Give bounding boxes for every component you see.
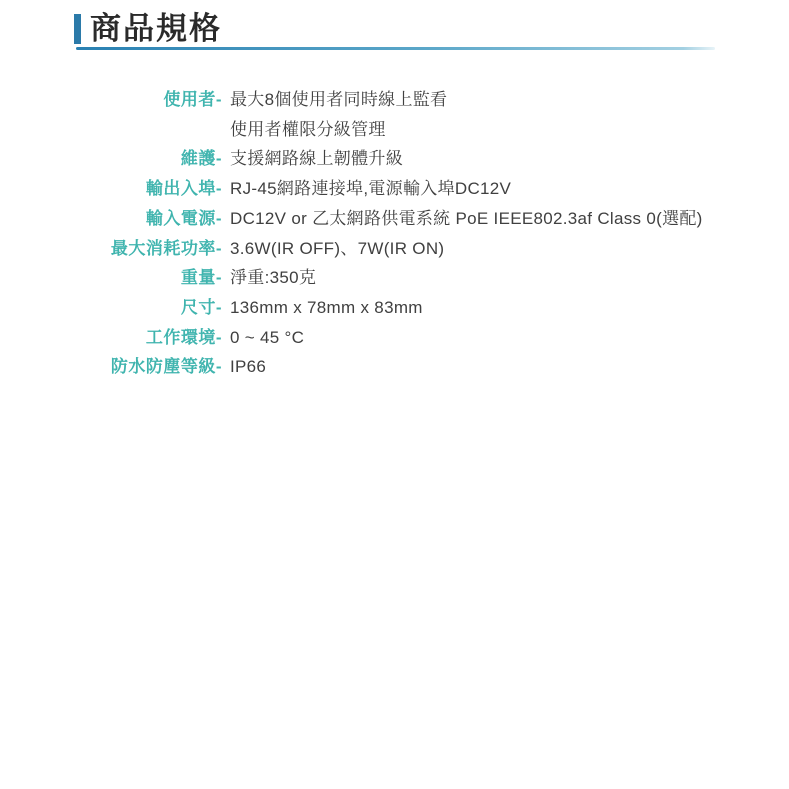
spec-label: 使用者- bbox=[163, 90, 222, 109]
spec-label: 最大消耗功率- bbox=[110, 238, 222, 258]
spec-list bbox=[0, 85, 789, 382]
table-row bbox=[74, 204, 789, 234]
spec-label: 輸出入埠- bbox=[145, 179, 222, 199]
spec-value: 3.6W(IR OFF)、7W(IR ON) bbox=[230, 238, 445, 258]
spec-value: 支援網路線上韌體升級 bbox=[230, 149, 403, 169]
spec-value: 0 ~ 45 °C bbox=[230, 327, 305, 347]
spec-value: IP66 bbox=[230, 357, 267, 377]
spec-value: 136mm x 78mm x 83mm bbox=[230, 297, 423, 317]
section-header bbox=[74, 11, 789, 46]
table-row bbox=[74, 234, 789, 264]
table-row bbox=[74, 115, 789, 145]
accent-bar bbox=[74, 14, 81, 44]
table-row bbox=[74, 174, 789, 204]
table-row bbox=[74, 263, 789, 293]
spec-value: 使用者權限分級管理 bbox=[230, 119, 386, 139]
table-row bbox=[74, 85, 789, 115]
header-divider bbox=[76, 47, 715, 50]
page-title: 商品規格 bbox=[90, 11, 222, 46]
table-row bbox=[74, 144, 789, 174]
spec-label: 防水防塵等級- bbox=[110, 357, 222, 377]
table-row bbox=[74, 323, 789, 353]
spec-label: 重量- bbox=[180, 268, 222, 288]
spec-value: 最大8個使用者同時線上監看 bbox=[230, 90, 448, 109]
table-row bbox=[74, 293, 789, 323]
spec-label: 維護- bbox=[180, 149, 222, 169]
spec-value: DC12V or 乙太網路供電系統 PoE IEEE802.3af Class 0(選配) bbox=[230, 208, 703, 228]
table-row bbox=[74, 352, 789, 382]
spec-label: 輸入電源- bbox=[145, 208, 222, 228]
spec-value: 淨重:350克 bbox=[230, 268, 317, 288]
spec-label: 尺寸- bbox=[180, 297, 222, 317]
spec-label: 工作環境- bbox=[145, 327, 222, 347]
spec-value: RJ-45網路連接埠,電源輸入埠DC12V bbox=[230, 179, 512, 199]
